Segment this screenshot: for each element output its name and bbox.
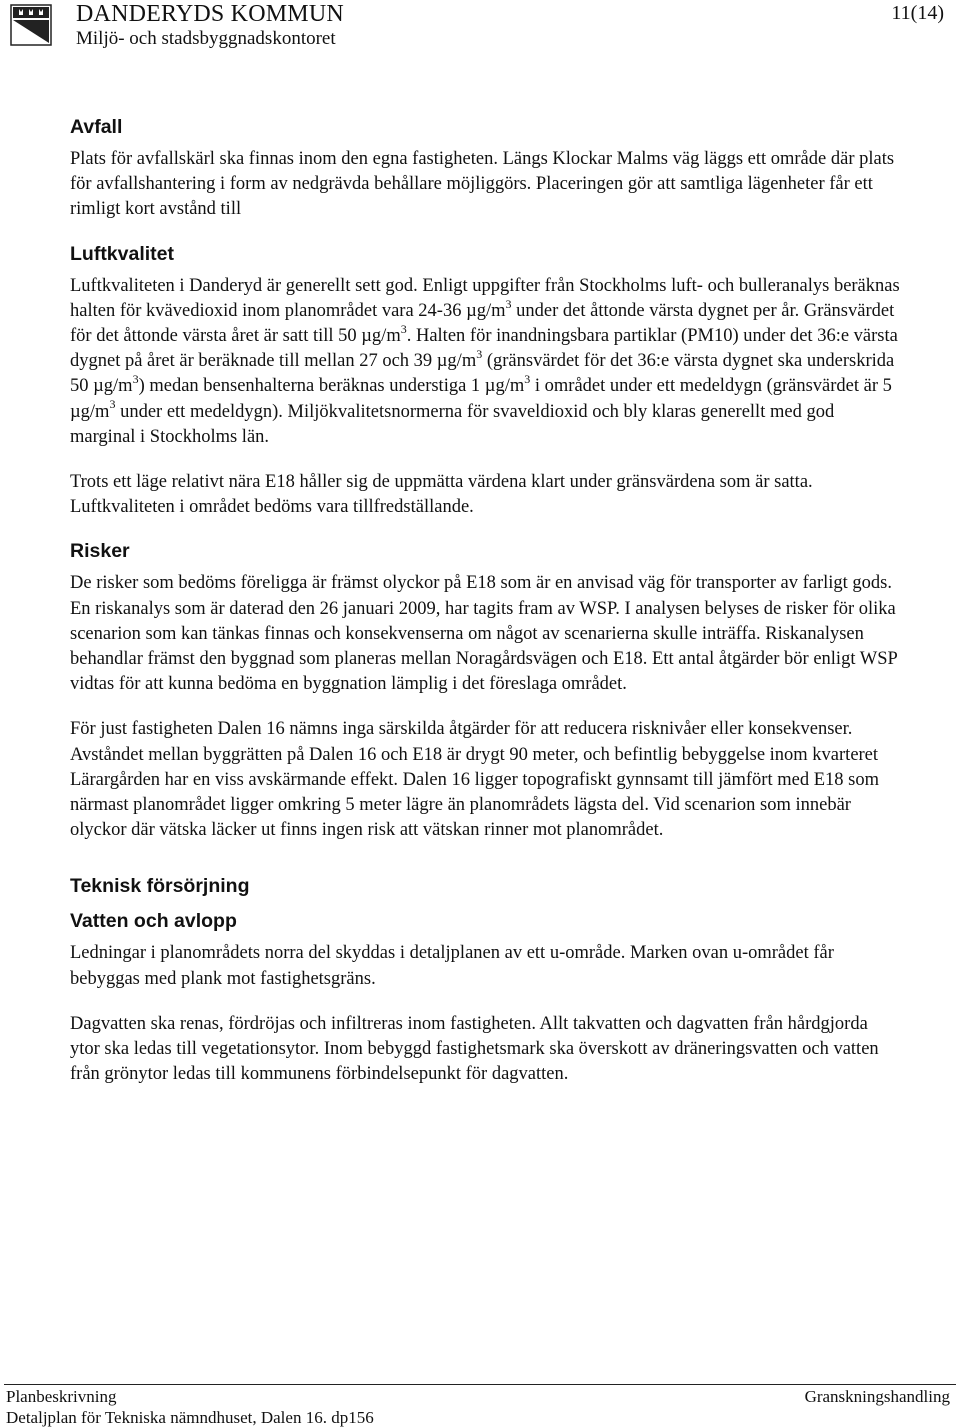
paragraph-vatten-1: Ledningar i planområdets norra del skyddas i detaljplanen av ett u-område. Marken ovan u-området får bebyggas med plank mot fastighetsgräns. — [70, 943, 834, 989]
heading-risker: Risker — [70, 540, 130, 563]
heading-avfall: Avfall — [70, 116, 123, 138]
heading-luftkvalitet: Luftkvalitet — [70, 242, 175, 265]
heading-teknisk-forsorjning: Teknisk försörjning — [70, 875, 250, 898]
paragraph-risker-2: För just fastigheten Dalen 16 nämns inga särskilda åtgärder för att reducera risknivåer eller konsekvenser. Avståndet mellan byggrätten på Dalen 16 och E18 är drygt 90 meter, och befintlig bebyggelse inom kvarteret Lärargården har en viss avskärmande effekt. Dalen 16 ligger topografiskt gynnsamt till jämfört med E18 som närmast planområdet ligger omkring 5 meter lägre än planområdets lägsta del. Vid scenarion som innebär olyckor där vätska läcker ut finns ingen risk att vätskan rinner mot planområdet. — [70, 719, 879, 841]
paragraph-vatten-2: Dagvatten ska renas, fördröjas och infiltreras inom fastigheten. Allt takvatten och dagvatten från hårdgjorda ytor ska ledas till vegetationsytor. Inom bebyggd fastighetsmark ska överskott av dräneringsvatten och vatten från grönytor ledas till kommunens förbindelsepunkt för dagvatten. — [70, 1013, 879, 1085]
municipal-coat-of-arms-icon — [10, 4, 52, 46]
paragraph-risker-1: De risker som bedöms föreligga är främst olyckor på E18 som är en anvisad väg för transporter av farligt gods. En riskanalys som är daterad den 26 januari 2009, har tagits fram av WSP. I analysen belyses de risker för olika scenarion som kan tänkas finnas och konsekvenserna om något av scenarierna skulle inträffa. Riskanalysen behandlar främst den byggnad som planeras mellan Noragårdsvägen och E18. Ett antal åtgärder bör enligt WSP vidtas för att kunna bedöma en byggnation lämplig i det föreslaga området. — [70, 573, 898, 695]
footer-divider — [4, 1384, 956, 1385]
org-name: DANDERYDS KOMMUN — [76, 1, 344, 27]
footer-doc-type: Planbeskrivning — [6, 1387, 117, 1406]
footer-status: Granskningshandling — [804, 1387, 950, 1406]
subheading-vatten-och-avlopp: Vatten och avlopp — [70, 910, 237, 933]
paragraph-avfall: Plats för avfallskärl ska finnas inom den egna fastigheten. Längs Klockar Malms väg läggs ett område där plats för avfallshantering i form av nedgrävda behållare möjliggörs. Placeringen gör att samtliga lägenheter får ett rimligt kort avstånd till — [70, 149, 895, 220]
document-body — [70, 116, 900, 1087]
footer-plan-title: Detaljplan för Tekniska nämndhuset, Dalen 16. dp156 — [6, 1408, 374, 1427]
department-name: Miljö- och stadsbyggnadskontoret — [76, 28, 336, 49]
paragraph-luftkvalitet-1: Luftkvaliteten i Danderyd är generellt sett god. Enligt uppgifter från Stockholms luft- och bulleranalys beräknas halten för kvävedioxid inom planområdet vara 24-36 $\mu g/m^3$ under det åttonde värsta dygnet per år. Gränsvärdet för det åttonde värsta året är satt till 50 $\mu g/m^3$. Halten för inandningsbara partiklar (PM10) under det 36:e värsta dygnet på året är beräknade till mellan 27 och 39 $\mu g/m^3$ (gränsvärdet för det 36:e värsta dygnet ska underskrida 50 $\mu g/m^3$) medan bensenhalterna beräknas understiga 1 $\mu g/m^3$ i området under ett medeldygn (gränsvärdet är 5 $\mu g/m^3$ under ett medeldygn). Miljökvalitetsnormerna för svaveldioxid och bly klaras generellt med god marginal i Stockholms län. — [70, 275, 900, 447]
page-number: 11(14) — [891, 2, 944, 24]
paragraph-luftkvalitet-2: Trots ett läge relativt nära E18 håller sig de uppmätta värdena klart under gränsvärdena som är satta. Luftkvaliteten i området bedöms vara tillfredställande. — [70, 472, 813, 518]
